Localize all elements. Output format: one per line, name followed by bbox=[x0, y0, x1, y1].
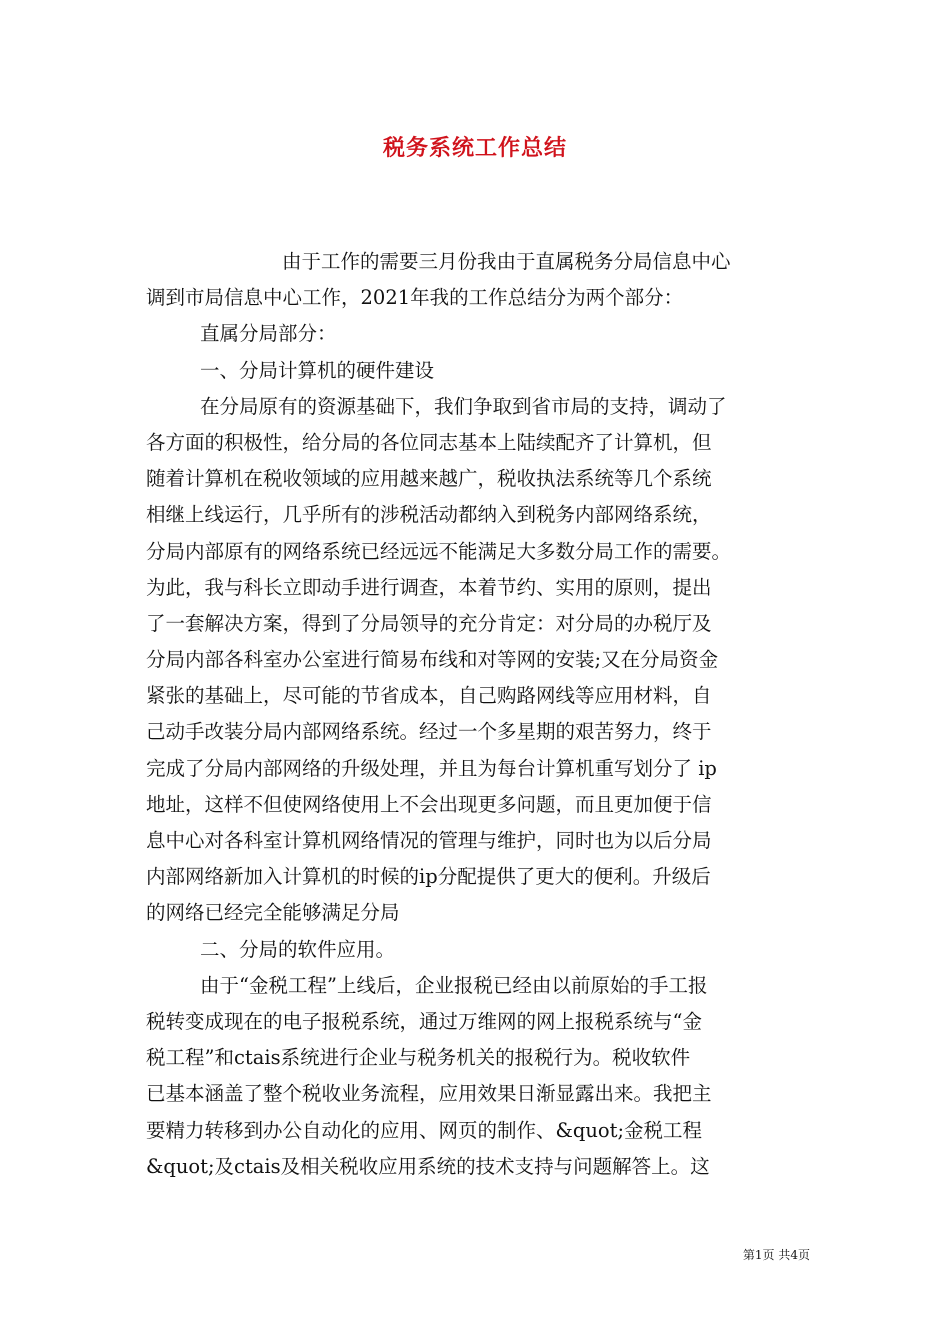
body-line: 为此，我与科长立即动手进行调查，本着节约、实用的原则，提出 bbox=[146, 575, 712, 599]
body-line: 税转变成现在的电子报税系统，通过万维网的网上报税系统与“金 bbox=[146, 1009, 702, 1033]
body-line: 内部网络新加入计算机的时候的ip分配提供了更大的便利。升级后 bbox=[146, 865, 711, 889]
body-line: 分局内部各科室办公室进行简易布线和对等网的安装;又在分局资金 bbox=[146, 648, 719, 672]
page-number: 第1页 共4页 bbox=[742, 1248, 810, 1262]
body-line: 税工程”和ctais系统进行企业与税务机关的报税行为。税收软件 bbox=[146, 1046, 691, 1070]
body-line: 由于工作的需要三月份我由于直属税务分局信息中心 bbox=[282, 250, 731, 273]
body-line: 了一套解决方案，得到了分局领导的充分肯定：对分局的办税厅及 bbox=[146, 611, 712, 635]
body-line: 息中心对各科室计算机网络情况的管理与维护，同时也为以后分局 bbox=[146, 829, 712, 852]
section-heading: 二、分局的软件应用。 bbox=[200, 937, 396, 961]
body-line: 已基本涵盖了整个税收业务流程，应用效果日渐显露出来。我把主 bbox=[146, 1082, 712, 1106]
body-line: 分局内部原有的网络系统已经远远不能满足大多数分局工作的需要。 bbox=[146, 539, 732, 563]
section-heading: 一、分局计算机的硬件建设 bbox=[200, 358, 435, 382]
body-line: 调到市局信息中心工作，2021年我的工作总结分为两个部分： bbox=[146, 286, 684, 310]
body-line: 的网络已经完全能够满足分局 bbox=[146, 901, 400, 925]
body-line: 地址，这样不但使网络使用上不会出现更多问题，而且更加便于信 bbox=[146, 792, 712, 816]
body-line: 各方面的积极性，给分局的各位同志基本上陆续配齐了计算机，但 bbox=[146, 430, 712, 454]
body-line: 相继上线运行，几乎所有的涉税活动都纳入到税务内部网络系统， bbox=[146, 503, 712, 527]
body-line: 在分局原有的资源基础下，我们争取到省市局的支持，调动了 bbox=[200, 394, 727, 418]
body-line: 完成了分局内部网络的升级处理，并且为每台计算机重写划分了 ip bbox=[146, 756, 717, 780]
body-line: 由于“金税工程”上线后，企业报税已经由以前原始的手工报 bbox=[200, 973, 708, 997]
body-line: 随着计算机在税收领域的应用越来越广，税收执法系统等几个系统 bbox=[146, 467, 712, 491]
body-line: 紧张的基础上，尽可能的节省成本，自己购路网线等应用材料，自 bbox=[146, 684, 712, 708]
body-line: 己动手改装分局内部网络系统。经过一个多星期的艰苦努力，终于 bbox=[146, 720, 712, 744]
document-body bbox=[146, 244, 810, 1185]
section-heading: 直属分局部分： bbox=[200, 322, 337, 346]
body-line: 要精力转移到办公自动化的应用、网页的制作、&quot;金税工程 bbox=[146, 1118, 703, 1142]
document-title: 税务系统工作总结 bbox=[382, 135, 567, 161]
body-line: &quot;及ctais及相关税收应用系统的技术支持与问题解答上。这 bbox=[146, 1154, 710, 1178]
